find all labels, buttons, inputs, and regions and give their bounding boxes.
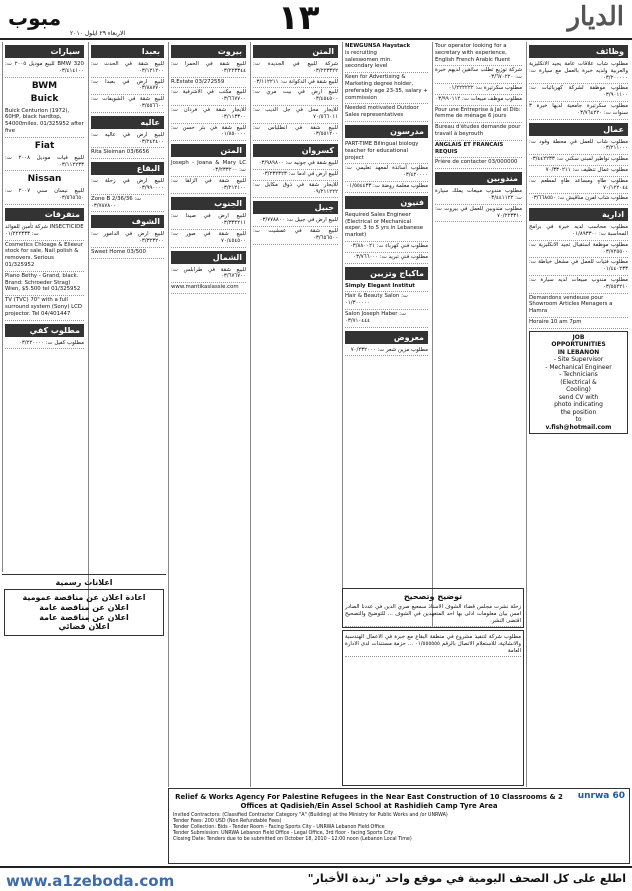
list-item: Horaire 10 am 7pm [529,318,628,329]
notice-heading: اعلان قضائي [58,622,110,632]
section-bar-north: الشمال [171,251,246,264]
list-item: للبيع ارض في ادما ت: ٠٣/٢٣٢٣٢٣ [253,170,338,181]
list-item: Simply Elegant Institut [345,282,428,293]
section-bar-technicians: فنيون [345,196,428,209]
list-item: مطلوب نواطير لمبنى سكني ت: ٠٣/٤٤٢٢٣٣ [529,155,628,166]
list-item: للبيع شقة في الزلقا ت: ٠٣/٢١٢١٠٠ [171,177,246,195]
section-bar-aley: عاليه [91,116,164,129]
list-item: مطلوب مندوب مبيعات يملك سيارة ت: ٠٣/٤٤١١٢٢ [435,187,522,205]
page-header [0,0,632,40]
section-bar-jbeil: جبيل [253,201,338,214]
page-number: ١٣ [278,0,320,38]
section-bar-south: الجنوب [171,197,246,210]
unrwa-tender [168,788,630,864]
section-bar-kesrouan: كسروان [253,144,338,157]
ad-line: is recruiting [345,49,377,56]
section-bar-metn: المتن [253,45,338,58]
list-item: Keen for Advertising & Marketing degree holder, preferably age 23-35, salary + commission [345,73,428,104]
job-line: photo indicating [554,401,603,409]
contractor-body: مطلوب شركة لتنفيذ مشروع في منطقة البقاع مع خبرة في الاعمال الهندسية والانشائية، للاستعلام الاتصال بالرقم ٠١/٥٥٥٥٥٥ ... حزمة مستندات لدى الادارة العامة [345,633,521,657]
column-metn [250,42,340,787]
list-item: Demandons vendeuse pour Showroom Articles Menagers a Hamra [529,294,628,318]
list-item: Rita Sleiman 03/6656 [91,148,164,159]
list-item: Tour operator looking for a secretary with experience, English French Arabic fluent [435,42,522,66]
notice-heading: اعلان عن مناقصة عامة [39,602,129,612]
list-item: مطلوب شاب للعمل في محطة وقود ت: ٠٣/٢١١٠٠٠ [529,138,628,156]
unrwa-title: Relief & Works Agency For Palestine Refugees in the Near East Construction of 10 Classrooms & 2 Offices at Qadisieh/Ein Assel School at Rashidieh Camp Tyre Area [175,793,563,810]
list-item: للبيع نيسان سني ٢٠٠٧ ت: ٠٣/٥٦٥٦٥٠ [5,187,84,205]
job-line: - Mechanical Engineer [545,363,612,371]
section-bar-metn-2: المتن [171,144,246,157]
section-title: مبوب [8,6,62,30]
job-line: Cooling) [566,386,591,394]
job-line: OPPORTUNITIES [551,341,606,349]
section-bar-chouf: الشوف [91,215,164,228]
list-item: Hair & Beauty Salon ت: ٠١/٣٠٠٠٠٠ [345,292,428,310]
list-item: للبيع ارض في عاليه ت: ٠٣/٢٤٢٤٠٠ [91,131,164,149]
car-brand-heading: Nissan [27,174,62,185]
list-item: للبيع ارض في بعبدا ت: ٠٣/٨٨٧٧٠٠ [91,78,164,96]
list-item: للبيع شقة في جونيه ت: ٠٣/٩٨٩٨٠٠ [253,159,338,170]
column-jobs [526,42,630,787]
list-item: Sweet Home 03/500 [91,248,164,259]
car-brand-heading: Fiat [34,140,55,151]
list-item: مطلوب مندوبين للعمل في بيروت ت: ٧٠/٢٢٣٣١٠ [435,205,522,223]
list-item: للبيع شقة في انطلياس ت: ٠٣/٥٥١٢٠٠ [253,124,338,142]
list-item: Bureau d'études demande pour travail à beyrouth [435,123,522,141]
column-beirut [168,42,248,787]
list-item: مطلوب فني كهرباء ت: ٠٣/٨٨٠٠٢١ [345,242,428,253]
list-item: مطلوب سكرتيرة جامعية لديها خبرة ٣ سنوات ت: ٠٣/٧٦٤٢٢٠ [529,102,628,120]
list-item: مطلوب شاب علاقات عامة يجيد الانكليزية والعربية ولديه خبرة بالعمل مع سيارة ت: ٠٣/٢٠٠٠٠٠ [529,60,628,84]
column-cars [2,42,86,572]
list-item [345,42,428,73]
list-item: مطلوب كفيل ت: ٠٣/٢٢٠٠٠٠ [5,339,84,350]
list-item: شركة للبيع في الجديدة ت: ٠٣/٢٢٣٣٢٢ [253,60,338,78]
section-bar-cars: سيارات [5,45,84,58]
official-notices [2,574,166,864]
job-email: v.fish@hotmail.com [545,423,612,431]
section-bar-workers: عمال [529,123,628,136]
footer-url[interactable]: www.a1zeboda.com [6,872,175,890]
job-line: to [575,416,582,424]
list-item: ANGLAIS ET FRANCAIS REQUIS [435,141,522,159]
job-line: JOB [572,333,585,341]
list-item: مطلوب فني تبريد ت: ٠٣/٧٦٦٠٠٠ [345,253,428,264]
list-item: www.mantikaslassie.com [171,283,246,294]
ad-heading: NEWGUNSA Haystack [345,43,411,49]
list-item: للبيع ارض في جبيل ت: ٠٣/٧٧٨٨٠٠ [253,216,338,227]
list-item: PART-TIME Bilingual biology teacher for educational project [345,140,428,164]
section-bar-reps: مندوبين [435,172,522,185]
section-bar-beirut: بيروت [171,45,246,58]
list-item: R.Estate 03/272559 [171,78,246,89]
unrwa-line: Closing Date: Tenders due to be submitted on October 18, 2010 - 12:00 noon (Lebanon Local Time) [173,837,412,842]
list-item: للبيع شقة في طرابلس ت: ٠٣/٦٧٦٧٠٠ [171,266,246,284]
section-bar-teachers: مدرسون [345,125,428,138]
newspaper-brand: الديار [567,2,624,32]
list-item: مطلوب معلمة روضة ت: ٠١/٥٥٤٤٣٣ [345,182,428,193]
list-item: للايجار محل في جل الديب ت: ٧٠/٥٦٦٠١١ [253,106,338,124]
column-teachers [342,42,430,628]
list-item: مطلوب سكرتيرة ت: ٠١/٢٢٢٢٢٢ [435,84,522,95]
list-item: Cosmetics Chloage & Elleeur stock for sale, Nail polish & removers. Serious 01/325952 [5,241,84,272]
list-item: Buick Centurion (1972), 60HP, black hardtop, 54000miles. 01/325952 after five [5,107,84,138]
job-line: - Technicians [559,371,598,379]
list-item: للبيع شقة في الشويفات ت: ٠٣/٥٥٦٦٠٠ [91,95,164,113]
list-item: Prière de contacter 03/000000 [435,158,522,169]
official-notices-title: اعلانات رسمية [55,578,113,587]
list-item: مطلوب محاسب لديه خبرة في برامج المحاسبة ت: ٠١/٨٩٣٣٠٠ [529,223,628,241]
job-line: (Electrical & [560,378,597,386]
footer-message: اطلع على كل الصحف اليومية في موقع واحد "زبدة الأخبار" [307,872,626,885]
notice-heading: اعلان عن مناقصة عامة [39,612,129,622]
unrwa-line: Tender Submission: UNRWA Lebanon Field Office - Legal Office, 3rd floor - facing Sports City [173,831,394,836]
section-bar-admin: ادارية [529,208,628,221]
unrwa-logo: unrwa 60 [577,791,625,801]
column-sales [432,42,524,628]
list-item: Piano Bethy - Grand, black. Brand: Schroeder Strag) Wien, $5.500 tel 01/325952 [5,272,84,296]
list-item: Needed motivated Outdoor Sales representatives [345,104,428,122]
notice-item [4,589,164,636]
list-item: شركة تأمين للفوائد INSECTICIDE ت: ٠١/٢٢٢٣٣٣ [5,223,84,241]
section-bar-beauty: ماكياج وتزيين [345,267,428,280]
list-item: للايجار شقة في ذوق مكايل ت: ٠٩/٢١١٢٢٢ [253,181,338,199]
list-item: مطلوب فتيات للعمل في مشغل خياطة ت: ٠١/٤٤٠٢٣٣ [529,258,628,276]
car-brand-heading: BWM [31,80,58,91]
column-baabda [88,42,166,622]
ad-line: saleswomen min. [345,56,393,63]
list-item: للبيع ارض في بيت مري ت: ٠٣/٤٥٤٥٠٠ [253,88,338,106]
issue-date: الاربعاء ٢٩ ايلول ٢٠١٠ [70,30,126,37]
ad-line: secondary level [345,63,388,70]
job-line: the position [560,408,597,416]
contractor-notice [342,630,524,786]
list-item: مطلوب شاب لفرن مناقيش ت: ٠٣/٦٦٨٥٥٠ [529,194,628,205]
section-bar-sponsor: مطلوب كفي [5,324,84,337]
list-item: BMW 320 للبيع موديل ٢٠٠٥ ت: ٠٣/٤١٤١٠٠ [5,60,84,78]
list-item: للبيع شقة في صور ت: ٧٠/٤٥٤٥٠٠ [171,230,246,248]
list-item: مطلوب أساتذة لمعهد تعليمي ت: ٠٣/٤٢٠٠٠٠ [345,164,428,182]
list-item: Joseph - Joana & Mary LC ت: ٠٣/٢٣٣٢٠٠ [171,159,246,177]
job-line: IN LEBANON [557,348,600,356]
job-line: - Site Supervisor [553,356,604,364]
list-item: للبيع ارض في الدامور ت: ٠٣/٣٢٣٢٠٠ [91,230,164,248]
car-brand-heading: Buick [30,93,59,104]
list-item: للبيع شقة في الحدث ت: ٠٣/١٢١٢٠٠ [91,60,164,78]
list-item: مطلوب طاهٍ ومساعد طاهٍ لمطعم ت: ٧٠/١٢٢٠٤٤ [529,177,628,195]
section-bar-misc: متفرقات [5,208,84,221]
list-item: TV (TVC) 70" with a full surround system (Sony) LCD projector. Tel 04/401447 [5,296,84,320]
list-item: شركة توزيع تطلب سائقين لديهم خبرة ت: ٠٣/٦٧٠٢٢٠ [435,66,522,84]
list-item: مطلوب مزين شعر ت: ٧٠/٢٣٢٠٠٠ [345,346,428,357]
list-item: مطلوب موظفة استقبال تجيد الانكليزية ت: ٠٣/٧٢٥٥٠٠ [529,241,628,259]
list-item: Salon Joseph Haber ت: ٠٣/٧١٠٤٤٤ [345,310,428,328]
list-item: للبيع مكتب في الاشرفية ت: ٠٣/٦٦٧٧٠٠ [171,88,246,106]
unrwa-line: Tender Collection: Bids - Tender Room - Facing Sports City - UNRWA Lebanon Field Office [173,825,385,830]
unrwa-line: Tender Fees: 200 USD (Non Refundable Fees) [173,819,282,824]
list-item: للبيع شقة في بئر حسن ت: ٠١/٨٥٠٠٠٠ [171,124,246,142]
list-item: للبيع شقة في عمشيت ت: ٠٣/٦٥٦٥٠٠ [253,227,338,245]
clarification-body: زحلة نشرت مجلس قضاء الشوف الاستاذ سمعيع صري الدين في عددنا الصادر امس بيان معلومات ادلى بها احد المتعهدين في الشوف ... للتوضيح والتصحيح اقتضى النشر. [345,603,521,627]
list-item: للبيع ارض في زحلة ت: ٠٣/٩٩٠٠٠٠ [91,177,164,195]
unrwa-line: Invited Contractors: (Classified Contractor Category "A" (Building) at the Ministry for Public Works and /or UNRWA) [173,813,448,818]
section-bar-jobs: وظائف [529,45,628,58]
list-item: للبيع فيات موديل ٢٠٠٨ ت: ٠٣/١١٢٢٣٣ [5,154,84,172]
list-item: Pour une Entreprise à Jal el Dib: femme de ménage 6 jours [435,106,522,124]
job-line: send CV with [558,393,599,401]
list-item: للبيع ارض في صيدا ت: ٠٣/٣٣٢٢١١ [171,212,246,230]
section-bar-offered: معروض [345,331,428,344]
list-item: مطلوب موظف مبيعات ت: ٠٣/٩٩٠١١٢ [435,95,522,106]
list-item: للبيع شقة في الدكوانة ت: ٠٣/١١٢٢١١ [253,78,338,89]
list-item: مطلوب موظفة لشركة كهربائيات ت: ٠٣/٩٠١١٠٠ [529,84,628,102]
footer-banner [0,866,632,891]
list-item: Zone B 2/36/36 ت: ٠٣/٧٨٧٨٠٠ [91,195,164,213]
notice-heading: اعادة اعلان عن مناقصة عمومية [22,593,146,602]
list-item: للايجار شقة في فردان ت: ٠٣/١١٣٣٠٠ [171,106,246,124]
job-opportunities-ad [529,331,628,435]
clarification-title: توضيح وتصحيح [403,592,463,601]
clarification-notice [342,588,524,628]
list-item: مطلوب عمال تنظيف ت: ٧٠/٣٣٠٢١١ [529,166,628,177]
list-item: للبيع شقة في الحمرا ت: ٠٣/٢٢٣٣٤٤ [171,60,246,78]
list-item: Required Sales Engineer (Electrical or Mechanical exper. 3 to 5 yrs in Lebanese market) [345,211,428,242]
section-bar-bekaa: البقاع [91,162,164,175]
list-item: مطلوب مندوب مبيعات لديه سيارة ت: ٠٣/٥٥٢٢١٠ [529,276,628,294]
section-bar-baabda: بعبدا [91,45,164,58]
